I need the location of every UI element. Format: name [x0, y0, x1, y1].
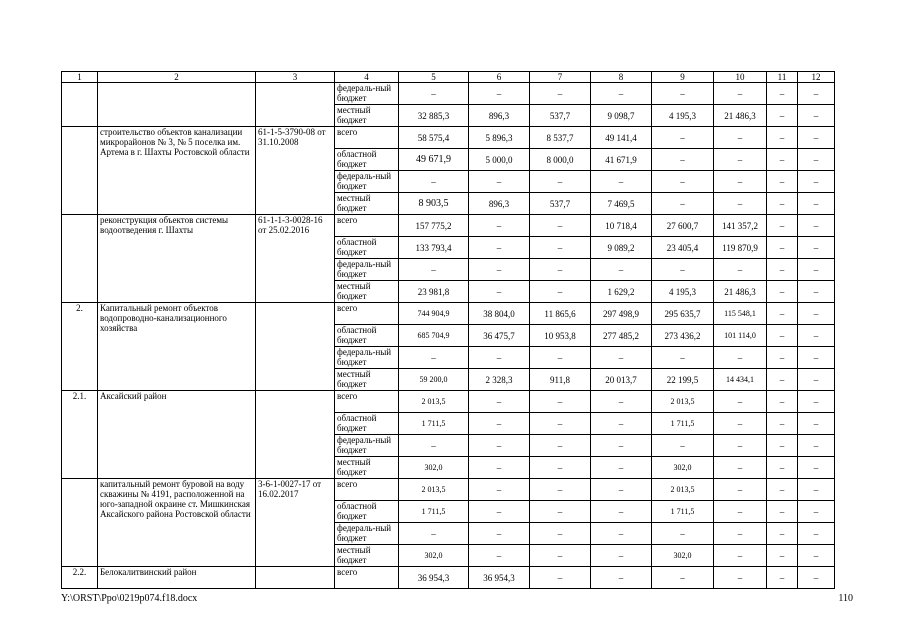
amount-cell: – [399, 83, 469, 105]
amount-cell: – [798, 325, 835, 347]
amount-cell: – [469, 435, 530, 457]
amount-cell: – [469, 83, 530, 105]
amount-cell: – [714, 545, 767, 567]
amount-cell: – [798, 171, 835, 193]
amount-cell: – [591, 523, 652, 545]
amount-cell: 1 711,5 [399, 413, 469, 435]
table-row [62, 391, 835, 413]
amount-cell: – [399, 523, 469, 545]
table-row [62, 127, 835, 149]
amount-cell: 10 953,8 [530, 325, 591, 347]
amount-cell: – [798, 545, 835, 567]
funding-source: областной бюджет [335, 149, 399, 171]
amount-cell: – [530, 259, 591, 281]
amount-cell: – [798, 457, 835, 479]
amount-cell: 59 200,0 [399, 369, 469, 391]
amount-cell: – [530, 237, 591, 259]
amount-cell: 297 498,9 [591, 303, 652, 325]
amount-cell: 41 671,9 [591, 149, 652, 171]
amount-cell: – [591, 391, 652, 413]
amount-cell: – [714, 523, 767, 545]
funding-source: всего [335, 391, 399, 413]
amount-cell: 11 865,6 [530, 303, 591, 325]
funding-source: федераль-ный бюджет [335, 435, 399, 457]
amount-cell: 10 718,4 [591, 215, 652, 237]
amount-cell: – [767, 545, 798, 567]
object-name: строительство объектов канализации микрорайонов № 3, № 5 поселка им. Артема в г. Шахты Ростовской области [98, 127, 256, 215]
column-header: 8 [591, 72, 652, 83]
amount-cell: 2 013,5 [399, 479, 469, 501]
amount-cell: 5 000,0 [469, 149, 530, 171]
amount-cell: – [469, 171, 530, 193]
amount-cell: 5 896,3 [469, 127, 530, 149]
amount-cell: – [714, 567, 767, 589]
project-code [256, 303, 335, 391]
amount-cell: – [714, 413, 767, 435]
amount-cell: – [767, 237, 798, 259]
amount-cell: – [469, 479, 530, 501]
amount-cell: – [767, 215, 798, 237]
project-code [256, 391, 335, 479]
funding-source: местный бюджет [335, 105, 399, 127]
table-row [62, 567, 835, 589]
amount-cell: – [469, 215, 530, 237]
amount-cell: – [530, 391, 591, 413]
project-code [256, 83, 335, 127]
project-code: 61-1-5-3790-08 от 31.10.2008 [256, 127, 335, 215]
funding-source: местный бюджет [335, 457, 399, 479]
amount-cell: – [767, 259, 798, 281]
amount-cell: 1 711,5 [652, 413, 714, 435]
amount-cell: 38 804,0 [469, 303, 530, 325]
amount-cell: 302,0 [399, 545, 469, 567]
amount-cell: – [767, 149, 798, 171]
amount-cell: 58 575,4 [399, 127, 469, 149]
amount-cell: 20 013,7 [591, 369, 652, 391]
amount-cell: – [714, 501, 767, 523]
budget-table [61, 71, 835, 589]
amount-cell: – [530, 413, 591, 435]
amount-cell: – [767, 391, 798, 413]
amount-cell: – [798, 501, 835, 523]
amount-cell: – [767, 347, 798, 369]
amount-cell: 537,7 [530, 105, 591, 127]
amount-cell: 36 954,3 [469, 567, 530, 589]
amount-cell: 911,8 [530, 369, 591, 391]
column-header: 2 [98, 72, 256, 83]
amount-cell: 1 711,5 [652, 501, 714, 523]
amount-cell: 23 405,4 [652, 237, 714, 259]
amount-cell: – [591, 567, 652, 589]
amount-cell: – [767, 171, 798, 193]
amount-cell: – [591, 259, 652, 281]
amount-cell: 2 013,5 [652, 391, 714, 413]
amount-cell: 302,0 [652, 457, 714, 479]
row-number [62, 215, 98, 303]
project-code: 61-1-1-3-0028-16 от 25.02.2016 [256, 215, 335, 303]
funding-source: федераль-ный бюджет [335, 171, 399, 193]
amount-cell: 49 141,4 [591, 127, 652, 149]
table-row [62, 215, 835, 237]
amount-cell: – [530, 171, 591, 193]
amount-cell: – [767, 281, 798, 303]
funding-source: местный бюджет [335, 193, 399, 215]
amount-cell: 157 775,2 [399, 215, 469, 237]
amount-cell: – [652, 193, 714, 215]
amount-cell: – [469, 259, 530, 281]
funding-source: областной бюджет [335, 237, 399, 259]
amount-cell: 49 671,9 [399, 149, 469, 171]
amount-cell: – [767, 193, 798, 215]
row-number: 2. [62, 303, 98, 391]
amount-cell: – [591, 479, 652, 501]
amount-cell: 1 711,5 [399, 501, 469, 523]
amount-cell: – [798, 149, 835, 171]
amount-cell: – [714, 391, 767, 413]
row-number: 2.2. [62, 567, 98, 589]
amount-cell: – [798, 523, 835, 545]
amount-cell: – [714, 171, 767, 193]
amount-cell: – [591, 83, 652, 105]
amount-cell: 302,0 [399, 457, 469, 479]
amount-cell: – [469, 347, 530, 369]
amount-cell: – [798, 391, 835, 413]
object-name: реконструкция объектов системы водоотведения г. Шахты [98, 215, 256, 303]
column-header: 7 [530, 72, 591, 83]
amount-cell: – [714, 83, 767, 105]
project-code [256, 567, 335, 589]
amount-cell: 2 013,5 [652, 479, 714, 501]
amount-cell: – [798, 83, 835, 105]
amount-cell: – [591, 501, 652, 523]
amount-cell: 277 485,2 [591, 325, 652, 347]
column-header: 1 [62, 72, 98, 83]
object-name: капитальный ремонт буровой на воду скважины № 4191, расположенной на юго-западной окраине ст. Мишкинская Аксайского района Ростовской области [98, 479, 256, 567]
amount-cell: 23 981,8 [399, 281, 469, 303]
amount-cell: – [714, 435, 767, 457]
amount-cell: 8 537,7 [530, 127, 591, 149]
amount-cell: – [469, 281, 530, 303]
amount-cell: – [652, 171, 714, 193]
amount-cell: 9 089,2 [591, 237, 652, 259]
amount-cell: – [652, 259, 714, 281]
amount-cell: – [767, 479, 798, 501]
amount-cell: – [591, 435, 652, 457]
row-number [62, 479, 98, 567]
amount-cell: – [530, 281, 591, 303]
amount-cell: 744 904,9 [399, 303, 469, 325]
funding-source: всего [335, 215, 399, 237]
funding-source: федераль-ный бюджет [335, 259, 399, 281]
funding-source: местный бюджет [335, 369, 399, 391]
amount-cell: 273 436,2 [652, 325, 714, 347]
amount-cell: – [714, 479, 767, 501]
amount-cell: – [469, 413, 530, 435]
object-name: Капитальный ремонт объектов водопроводно-канализационного хозяйства [98, 303, 256, 391]
column-header: 10 [714, 72, 767, 83]
amount-cell: – [530, 523, 591, 545]
funding-source: всего [335, 303, 399, 325]
column-header: 9 [652, 72, 714, 83]
amount-cell: 133 793,4 [399, 237, 469, 259]
amount-cell: – [767, 457, 798, 479]
amount-cell: 36 475,7 [469, 325, 530, 347]
amount-cell: – [798, 215, 835, 237]
amount-cell: 21 486,3 [714, 105, 767, 127]
column-header: 4 [335, 72, 399, 83]
amount-cell: – [798, 369, 835, 391]
amount-cell: – [767, 523, 798, 545]
amount-cell: – [469, 501, 530, 523]
amount-cell: 537,7 [530, 193, 591, 215]
project-code: 3-6-1-0027-17 от 16.02.2017 [256, 479, 335, 567]
amount-cell: – [714, 259, 767, 281]
column-header: 11 [767, 72, 798, 83]
amount-cell: – [714, 127, 767, 149]
amount-cell: – [767, 501, 798, 523]
amount-cell: – [767, 567, 798, 589]
amount-cell: – [798, 435, 835, 457]
amount-cell: – [798, 127, 835, 149]
column-header: 6 [469, 72, 530, 83]
amount-cell: – [767, 83, 798, 105]
table-row [62, 479, 835, 501]
amount-cell: – [767, 413, 798, 435]
amount-cell: – [798, 347, 835, 369]
amount-cell: – [591, 347, 652, 369]
amount-cell: 8 903,5 [399, 193, 469, 215]
amount-cell: – [469, 523, 530, 545]
amount-cell: – [798, 105, 835, 127]
funding-source: всего [335, 127, 399, 149]
amount-cell: – [469, 545, 530, 567]
amount-cell: 119 870,9 [714, 237, 767, 259]
amount-cell: – [591, 545, 652, 567]
amount-cell: – [530, 83, 591, 105]
funding-source: федераль-ный бюджет [335, 83, 399, 105]
amount-cell: 295 635,7 [652, 303, 714, 325]
amount-cell: – [798, 567, 835, 589]
amount-cell: 302,0 [652, 545, 714, 567]
amount-cell: – [652, 149, 714, 171]
amount-cell: 7 469,5 [591, 193, 652, 215]
amount-cell: – [767, 325, 798, 347]
table-header-row [62, 72, 835, 83]
row-number [62, 127, 98, 215]
amount-cell: – [469, 237, 530, 259]
funding-source: областной бюджет [335, 413, 399, 435]
amount-cell: – [399, 259, 469, 281]
amount-cell: – [798, 237, 835, 259]
table-row [62, 83, 835, 105]
row-number: 2.1. [62, 391, 98, 479]
amount-cell: – [652, 127, 714, 149]
amount-cell: – [714, 457, 767, 479]
amount-cell: – [530, 567, 591, 589]
amount-cell: – [652, 567, 714, 589]
amount-cell: – [469, 391, 530, 413]
amount-cell: – [591, 457, 652, 479]
amount-cell: 22 199,5 [652, 369, 714, 391]
amount-cell: – [530, 545, 591, 567]
amount-cell: 27 600,7 [652, 215, 714, 237]
amount-cell: – [714, 347, 767, 369]
amount-cell: – [399, 171, 469, 193]
funding-source: всего [335, 479, 399, 501]
amount-cell: 21 486,3 [714, 281, 767, 303]
amount-cell: 4 195,3 [652, 105, 714, 127]
amount-cell: – [530, 215, 591, 237]
amount-cell: 141 357,2 [714, 215, 767, 237]
amount-cell: – [767, 303, 798, 325]
amount-cell: – [399, 435, 469, 457]
object-name: Белокалитвинский район [98, 567, 256, 589]
funding-source: областной бюджет [335, 325, 399, 347]
funding-source: областной бюджет [335, 501, 399, 523]
amount-cell: 2 013,5 [399, 391, 469, 413]
amount-cell: – [798, 413, 835, 435]
amount-cell: 2 328,3 [469, 369, 530, 391]
funding-source: местный бюджет [335, 281, 399, 303]
amount-cell: – [714, 193, 767, 215]
amount-cell: 896,3 [469, 193, 530, 215]
amount-cell: – [652, 83, 714, 105]
file-path: Y:\ORST\Ppo\0219p074.f18.docx [61, 593, 198, 604]
amount-cell: – [767, 105, 798, 127]
amount-cell: – [399, 347, 469, 369]
amount-cell: – [530, 479, 591, 501]
amount-cell: 9 098,7 [591, 105, 652, 127]
table-row [62, 303, 835, 325]
amount-cell: 32 885,3 [399, 105, 469, 127]
amount-cell: – [591, 413, 652, 435]
amount-cell: 685 704,9 [399, 325, 469, 347]
amount-cell: – [767, 127, 798, 149]
amount-cell: – [469, 457, 530, 479]
amount-cell: 115 548,1 [714, 303, 767, 325]
amount-cell: – [767, 435, 798, 457]
page-number: 110 [838, 593, 853, 604]
row-number [62, 83, 98, 127]
amount-cell: – [530, 347, 591, 369]
column-header: 12 [798, 72, 835, 83]
amount-cell: 896,3 [469, 105, 530, 127]
amount-cell: – [798, 281, 835, 303]
amount-cell: – [652, 435, 714, 457]
amount-cell: 1 629,2 [591, 281, 652, 303]
object-name [98, 83, 256, 127]
amount-cell: – [591, 171, 652, 193]
column-header: 5 [399, 72, 469, 83]
amount-cell: – [714, 149, 767, 171]
amount-cell: – [798, 259, 835, 281]
amount-cell: – [530, 435, 591, 457]
column-header: 3 [256, 72, 335, 83]
amount-cell: – [652, 523, 714, 545]
amount-cell: – [767, 369, 798, 391]
amount-cell: – [652, 347, 714, 369]
funding-source: федераль-ный бюджет [335, 347, 399, 369]
funding-source: федераль-ный бюджет [335, 523, 399, 545]
amount-cell: 8 000,0 [530, 149, 591, 171]
amount-cell: 36 954,3 [399, 567, 469, 589]
amount-cell: 101 114,0 [714, 325, 767, 347]
amount-cell: – [798, 303, 835, 325]
object-name: Аксайский район [98, 391, 256, 479]
amount-cell: 4 195,3 [652, 281, 714, 303]
amount-cell: – [530, 457, 591, 479]
amount-cell: 14 434,1 [714, 369, 767, 391]
funding-source: всего [335, 567, 399, 589]
amount-cell: – [798, 479, 835, 501]
amount-cell: – [530, 501, 591, 523]
funding-source: местный бюджет [335, 545, 399, 567]
amount-cell: – [798, 193, 835, 215]
